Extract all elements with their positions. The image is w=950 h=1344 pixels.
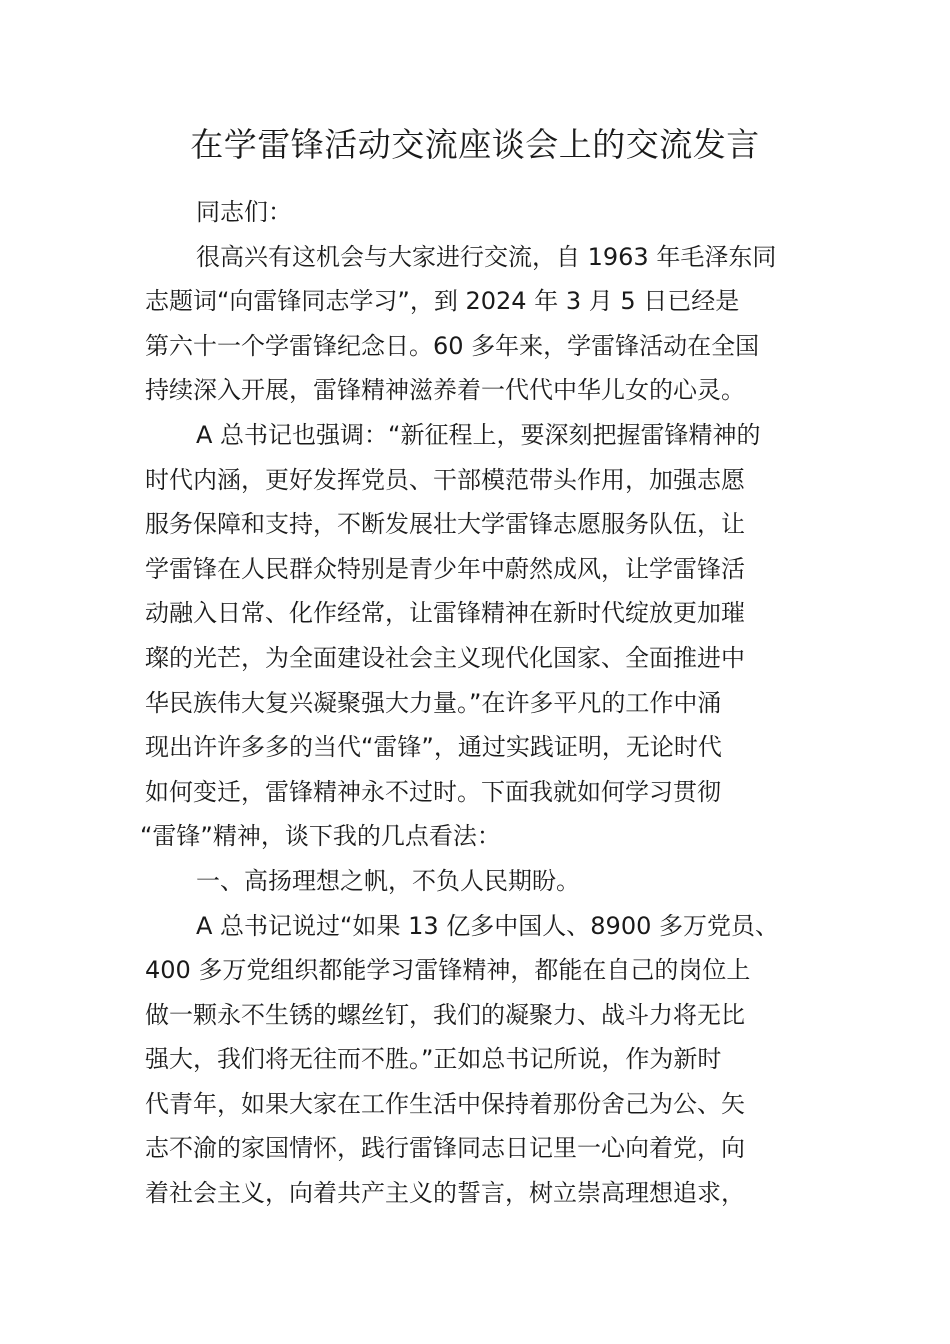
paragraph-2-line-7: 华民族伟大复兴凝聚强大力量。”在许多平凡的工作中涌 [145, 688, 722, 717]
paragraph-3-line-5: 代青年，如果大家在工作生活中保持着那份舍己为公、矢 [145, 1089, 745, 1118]
salutation-line: 同志们： [196, 198, 292, 226]
paragraph-2-line-6: 璨的光芒，为全面建设社会主义现代化国家、全面推进中 [145, 643, 745, 672]
document-title: 在学雷锋活动交流座谈会上的交流发言 [190, 125, 760, 164]
paragraph-3-line-4: 强大，我们将无往而不胜。”正如总书记所说，作为新时 [145, 1045, 722, 1074]
section-heading-1: 一、高扬理想之帆，不负人民期盼。 [196, 866, 580, 895]
paragraph-2-line-3: 服务保障和支持，不断发展壮大学雷锋志愿服务队伍，让 [145, 510, 745, 539]
paragraph-2-line-8: 现出许许多多的当代“雷锋”，通过实践证明，无论时代 [145, 733, 722, 762]
paragraph-3-line-7: 着社会主义，向着共产主义的誓言，树立崇高理想追求， [145, 1179, 745, 1208]
paragraph-1-line-1: 很高兴有这机会与大家进行交流，自 1963 年毛泽东同 [196, 242, 777, 271]
paragraph-1-line-2: 志题词“向雷锋同志学习”，到 2024 年 3 月 5 日已经是 [145, 287, 740, 316]
paragraph-1-line-4: 持续深入开展，雷锋精神滋养着一代代中华儿女的心灵。 [145, 376, 745, 405]
paragraph-2-line-1: A 总书记也强调：“新征程上，要深刻把握雷锋精神的 [196, 420, 761, 449]
paragraph-2-line-10: “雷锋”精神，谈下我的几点看法： [140, 822, 501, 851]
paragraph-3-line-6: 志不渝的家国情怀，践行雷锋同志日记里一心向着党，向 [145, 1134, 745, 1163]
paragraph-3-line-1: A 总书记说过“如果 13 亿多中国人、8900 多万党员、 [196, 911, 779, 940]
paragraph-2-line-5: 动融入日常、化作经常，让雷锋精神在新时代绽放更加璀 [145, 599, 745, 628]
paragraph-3-line-3: 做一颗永不生锈的螺丝钉，我们的凝聚力、战斗力将无比 [145, 1000, 745, 1029]
paragraph-1-line-3: 第六十一个学雷锋纪念日。60 多年来，学雷锋活动在全国 [145, 331, 760, 360]
paragraph-2-line-4: 学雷锋在人民群众特别是青少年中蔚然成风，让学雷锋活 [145, 554, 745, 583]
paragraph-3-line-2: 400 多万党组织都能学习雷锋精神，都能在自己的岗位上 [145, 956, 751, 985]
document-body [140, 190, 815, 1216]
paragraph-2-line-9: 如何变迁，雷锋精神永不过时。下面我就如何学习贯彻 [145, 777, 721, 806]
paragraph-2-line-2: 时代内涵，更好发挥党员、干部模范带头作用，加强志愿 [145, 465, 745, 494]
